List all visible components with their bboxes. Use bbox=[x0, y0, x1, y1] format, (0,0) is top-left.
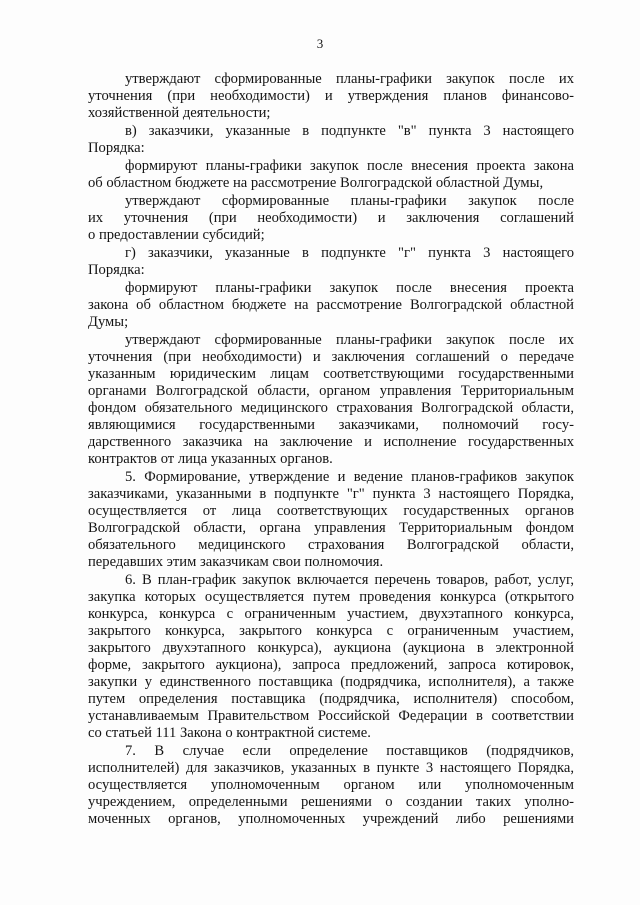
text-line: конкурса, конкурса с ограниченным участием, двухэтапного конкурса, bbox=[88, 606, 574, 622]
text-line: передавших этим заказчикам свои полномочия. bbox=[88, 554, 384, 570]
text-line: закупки у единственного поставщика (подрядчика, исполнителя), а также bbox=[88, 674, 574, 690]
page-number: 3 bbox=[316, 36, 324, 51]
text-line: хозяйственной деятельности; bbox=[88, 105, 271, 121]
text-line: путем определения поставщика (подрядчика, исполнителя) способом, bbox=[88, 691, 574, 707]
text-line: дарственного заказчика на заключение и исполнение государственных bbox=[88, 434, 574, 450]
text-line: учреждением, определенными решениями о создании таких уполно- bbox=[88, 794, 574, 810]
text-line: Думы; bbox=[88, 314, 129, 330]
text-line: их уточнения (при необходимости) и заключения соглашений bbox=[88, 210, 574, 226]
text-line: утверждают сформированные планы-графики закупок после их bbox=[125, 71, 574, 87]
text-line: Порядка: bbox=[88, 140, 145, 156]
text-line: уточнения (при необходимости) и заключения соглашений о передаче bbox=[88, 349, 574, 365]
text-line: закона об областном бюджете на рассмотрение Волгоградской областной bbox=[88, 297, 574, 313]
text-line: 6. В план-график закупок включается перечень товаров, работ, услуг, bbox=[125, 572, 574, 588]
text-line: уточнения (при необходимости) и утверждения планов финансово- bbox=[88, 88, 574, 104]
text-line: форме, закрытого аукциона), запроса предложений, запроса котировок, bbox=[88, 657, 574, 673]
text-line: закупка которых осуществляется путем проведения конкурса (открытого bbox=[88, 589, 574, 605]
text-line: закрытого двухэтапного конкурса), аукциона (аукциона в электронной bbox=[88, 640, 574, 656]
text-line: устанавливаемым Правительством Российской Федерации в соответствии bbox=[88, 708, 574, 724]
text-line: в) заказчики, указанные в подпункте "в" пункта 3 настоящего bbox=[125, 123, 574, 139]
text-line: о предоставлении субсидий; bbox=[88, 227, 265, 243]
text-line: г) заказчики, указанные в подпункте "г" пункта 3 настоящего bbox=[125, 245, 574, 261]
text-line: 5. Формирование, утверждение и ведение планов-графиков закупок bbox=[125, 469, 574, 485]
text-line: Порядка: bbox=[88, 262, 145, 278]
text-line: 7. В случае если определение поставщиков (подрядчиков, bbox=[125, 743, 574, 759]
text-line: исполнителей) для заказчиков, указанных в пункте 3 настоящего Порядка, bbox=[88, 760, 574, 776]
text-line: Волгоградской области, органа управления Территориальным фондом bbox=[88, 520, 574, 536]
text-line: осуществляется от лица соответствующих государственных органов bbox=[88, 503, 574, 519]
text-line: фондом обязательного медицинского страхования Волгоградской области, bbox=[88, 400, 574, 416]
text-line: моченных органов, уполномоченных учреждений либо решениями bbox=[88, 811, 574, 827]
text-line: органами Волгоградской области, органом управления Территориальным bbox=[88, 383, 574, 399]
text-line: об областном бюджете на рассмотрение Волгоградской областной Думы, bbox=[88, 175, 544, 191]
text-line: формируют планы-графики закупок после внесения проекта bbox=[125, 280, 574, 296]
text-line: заказчиками, указанными в подпункте "г" пункта 3 настоящего Порядка, bbox=[88, 486, 574, 502]
text-line: обязательного медицинского страхования Волгоградской области, bbox=[88, 537, 574, 553]
text-line: являющимися государственными заказчиками, полномочий госу- bbox=[88, 417, 574, 433]
text-line: формируют планы-графики закупок после внесения проекта закона bbox=[125, 158, 574, 174]
text-line: контрактов от лица указанных органов. bbox=[88, 451, 333, 467]
text-line: со статьей 111 Закона о контрактной системе. bbox=[88, 725, 371, 741]
text-line: закрытого конкурса, закрытого конкурса с ограниченным участием, bbox=[88, 623, 574, 639]
text-line: утверждают сформированные планы-графики закупок после их bbox=[125, 332, 574, 348]
text-line: утверждают сформированные планы-графики закупок после bbox=[125, 193, 574, 209]
text-line: указанным юридическим лицам соответствующими государственными bbox=[88, 366, 574, 382]
text-line: осуществляется уполномоченным органом или уполномоченным bbox=[88, 777, 574, 793]
